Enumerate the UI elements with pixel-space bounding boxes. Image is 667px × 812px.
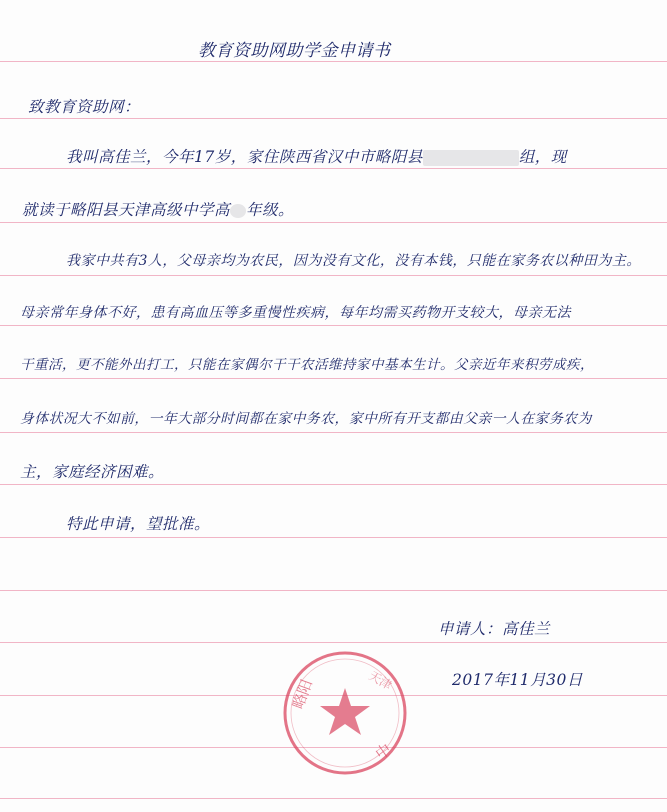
paragraph-2-line-5: 主，家庭经济困难。 [20,463,165,481]
svg-text:天津: 天津 [366,668,395,693]
salutation: 致教育资助网： [28,98,141,116]
ruled-line [0,168,667,169]
applicant-signature: 申请人：高佳兰 [438,620,551,638]
paragraph-2-line-2: 母亲常年身体不好，患有高血压等多重慢性疾病，每年均需买药物开支较大，母亲无法 [20,305,571,321]
text-segment: 组，现 [518,148,567,166]
paragraph-1-line-1 [66,145,567,167]
ruled-line [0,378,667,379]
ruled-line [0,484,667,485]
application-date: 2017年11月30日 [452,671,583,689]
closing-request: 特此申请，望批准。 [66,515,211,533]
redaction-block [423,150,519,166]
svg-text:中: 中 [371,739,395,764]
ruled-line [0,222,667,223]
paragraph-2-line-4: 身体状况大不如前，一年大部分时间都在家中务农，家中所有开支都由父亲一人在家务农为 [20,411,592,427]
ruled-line [0,590,667,591]
ruled-line [0,118,667,119]
ruled-line [0,642,667,643]
ruled-line [0,432,667,433]
ruled-line [0,537,667,538]
letter-title: 教育资助网助学金申请书 [198,41,391,61]
paragraph-2-line-1: 我家中共有3人，父母亲均为农民，因为没有文化，没有本钱，只能在家务农以种田为主。 [66,253,641,269]
paragraph-2-line-3: 干重活，更不能外出打工，只能在家偶尔干干农活维持家中基本生计。父亲近年来积劳成疾， [20,357,594,373]
official-seal-stamp [280,648,410,778]
ruled-line [0,325,667,326]
ruled-line [0,61,667,62]
text-segment: 年级。 [246,201,295,219]
redaction-block [230,204,246,218]
text-segment: 就读于略阳县天津高级中学高 [22,201,231,219]
paragraph-1-line-2 [22,198,294,220]
star-icon [320,688,370,735]
ruled-line [0,275,667,276]
ruled-line [0,798,667,799]
svg-text:略阳: 略阳 [288,677,317,712]
text-segment: 我叫高佳兰，今年17岁，家住陕西省汉中市略阳县 [66,148,423,166]
